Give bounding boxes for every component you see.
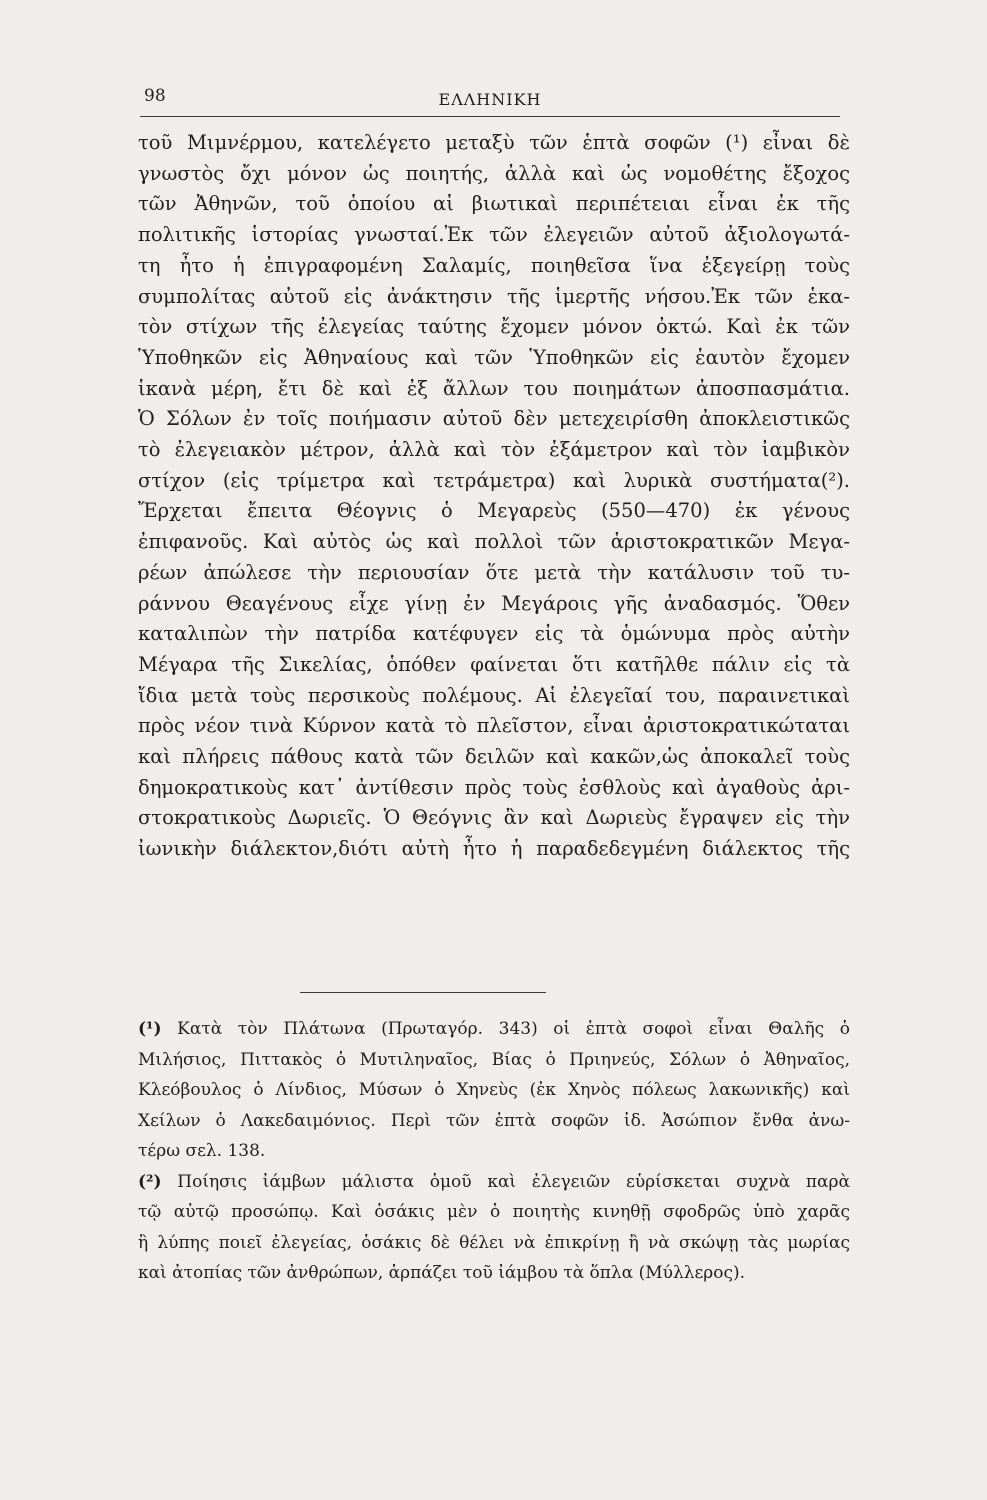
body-line: καὶ πλήρεις πάθους κατὰ τῶν δειλῶν καὶ κακῶν,ὡς ἀποκαλεῖ τοὺς bbox=[138, 745, 850, 769]
footnote-marker: (²) bbox=[138, 1171, 162, 1192]
footnote-line: τῷ αὐτῷ προσώπῳ. Καὶ ὁσάκις μὲν ὁ ποιητὴς κινηθῇ σφοδρῶς ὑπὸ χαρᾶς bbox=[138, 1202, 850, 1222]
body-line: ἰωνικὴν διάλεκτον,διότι αὐτὴ ἦτο ἡ παραδεδεγμένη διάλεκτος τῆς bbox=[138, 837, 850, 861]
page-number: 98 bbox=[144, 86, 166, 106]
footnote-line: Μιλήσιος, Πιττακὸς ὁ Μυτιληναῖος, Βίας ὁ Πριηνεύς, Σόλων ὁ Ἀθηναῖος, bbox=[138, 1049, 850, 1070]
footnote-2 bbox=[138, 1167, 850, 1289]
footnote-line: τέρω σελ. 138. bbox=[138, 1141, 266, 1161]
body-line: τῶν Ἀθηνῶν, τοῦ ὁποίου αἱ βιωτικαὶ περιπέτειαι εἶναι ἐκ τῆς bbox=[138, 192, 850, 216]
body-line: πολιτικῆς ἱστορίας γνωσταί.Ἐκ τῶν ἐλεγειῶν αὐτοῦ ἀξιολογωτά- bbox=[138, 223, 850, 247]
footnote-marker: (¹) bbox=[138, 1019, 162, 1039]
footnote-text: Κατὰ τὸν Πλάτωνα (Πρωταγόρ. 343) οἱ ἑπτὰ σοφοὶ εἶναι Θαλῆς ὁ bbox=[177, 1019, 851, 1039]
body-line: πρὸς νέον τινὰ Κύρνον κατὰ τὸ πλεῖστον, εἶναι ἀριστοκρατικώταται bbox=[138, 714, 850, 738]
page-header bbox=[140, 82, 840, 117]
body-text bbox=[138, 128, 850, 865]
body-line: καταλιπὼν τὴν πατρίδα κατέφυγεν εἰς τὰ ὁμώνυμα πρὸς αὐτὴν bbox=[138, 622, 850, 646]
body-line: συμπολίτας αὐτοῦ εἰς ἀνάκτησιν τῆς ἱμερτῆς νήσου.Ἐκ τῶν ἑκα- bbox=[138, 284, 850, 308]
body-line: τὸ ἐλεγειακὸν μέτρον, ἀλλὰ καὶ τὸν ἑξάμετρον καὶ τὸν ἰαμβικὸν bbox=[138, 438, 850, 462]
footnote-divider bbox=[300, 992, 546, 993]
body-line: ράννου Θεαγένους εἶχε γίνῃ ἐν Μεγάροις γῆς ἀναδασμός. Ὅθεν bbox=[138, 591, 850, 615]
footnote-line bbox=[138, 1014, 850, 1045]
body-line: Μέγαρα τῆς Σικελίας, ὁπόθεν φαίνεται ὅτι κατῆλθε πάλιν εἰς τὰ bbox=[138, 652, 850, 676]
body-line: τοῦ Μιμνέρμου, κατελέγετο μεταξὺ τῶν ἑπτὰ σοφῶν (¹) εἶναι δὲ bbox=[138, 131, 850, 154]
body-line: τὸν στίχων τῆς ἐλεγείας ταύτης ἔχομεν μόνον ὀκτώ. Καὶ ἐκ τῶν bbox=[138, 315, 850, 339]
body-line: Ὁ Σόλων ἐν τοῖς ποιήμασιν αὐτοῦ δὲν μετεχειρίσθη ἀποκλειστικῶς bbox=[138, 407, 850, 431]
footnotes bbox=[138, 1014, 850, 1289]
body-line: στίχον (εἰς τρίμετρα καὶ τετράμετρα) καὶ λυρικὰ συστήματα(²). bbox=[138, 468, 850, 492]
footnote-line bbox=[138, 1167, 850, 1198]
body-line: ρέων ἀπώλεσε τὴν περιουσίαν ὅτε μετὰ τὴν κατάλυσιν τοῦ τυ- bbox=[138, 560, 850, 584]
body-line: τη ἦτο ἡ ἐπιγραφομένη Σαλαμίς, ποιηθεῖσα ἵνα ἐξεγείρῃ τοὺς bbox=[138, 253, 850, 277]
footnote-line: καὶ ἀτοπίας τῶν ἀνθρώπων, ἁρπάζει τοῦ ἰάμβου τὰ ὅπλα (Μύλλερος). bbox=[138, 1263, 746, 1283]
body-line: Ὑποθηκῶν εἰς Ἀθηναίους καὶ τῶν Ὑποθηκῶν εἰς ἑαυτὸν ἔχομεν bbox=[138, 345, 850, 369]
body-line: ἱκανὰ μέρη, ἔτι δὲ καὶ ἐξ ἄλλων του ποιημάτων ἀποσπασμάτια. bbox=[138, 376, 850, 400]
body-line: γνωστὸς ὄχι μόνον ὡς ποιητής, ἀλλὰ καὶ ὡς νομοθέτης ἔξοχος bbox=[138, 161, 850, 185]
body-line: στοκρατικοὺς Δωριεῖς. Ὁ Θεόγνις ἂν καὶ Δωριεὺς ἔγραψεν εἰς τὴν bbox=[138, 806, 850, 830]
body-line: ἴδια μετὰ τοὺς περσικοὺς πολέμους. Αἱ ἐλεγεῖαί του, παραινετικαὶ bbox=[138, 683, 850, 707]
footnote-line: Χείλων ὁ Λακεδαιμόνιος. Περὶ τῶν ἑπτὰ σοφῶν ἰδ. Ἀσώπιον ἔνθα ἀνω- bbox=[138, 1110, 850, 1131]
running-head: ΕΛΛΗΝΙΚΗ bbox=[438, 90, 542, 109]
footnote-line: Κλεόβουλος ὁ Λίνδιος, Μύσων ὁ Χηνεὺς (ἐκ Χηνὸς πόλεως λακωνικῆς) καὶ bbox=[138, 1080, 850, 1100]
footnote-line: ἢ λύπης ποιεῖ ἐλεγείας, ὁσάκις δὲ θέλει νὰ ἐπικρίνῃ ἢ νὰ σκώψῃ τὰς μωρίας bbox=[138, 1232, 850, 1253]
footnote-1 bbox=[138, 1014, 850, 1167]
body-line: δημοκρατικοὺς κατ᾽ ἀντίθεσιν πρὸς τοὺς ἐσθλοὺς καὶ ἀγαθοὺς ἀρι- bbox=[138, 775, 850, 799]
body-line: Ἔρχεται ἔπειτα Θέογνις ὁ Μεγαρεὺς (550—470) ἐκ γένους bbox=[138, 499, 850, 523]
footnote-text: Ποίησις ἰάμβων μάλιστα ὁμοῦ καὶ ἐλεγειῶν εὑρίσκεται συχνὰ παρὰ bbox=[177, 1171, 851, 1192]
body-line: ἐπιφανοῦς. Καὶ αὐτὸς ὡς καὶ πολλοὶ τῶν ἀριστοκρατικῶν Μεγα- bbox=[138, 530, 850, 554]
